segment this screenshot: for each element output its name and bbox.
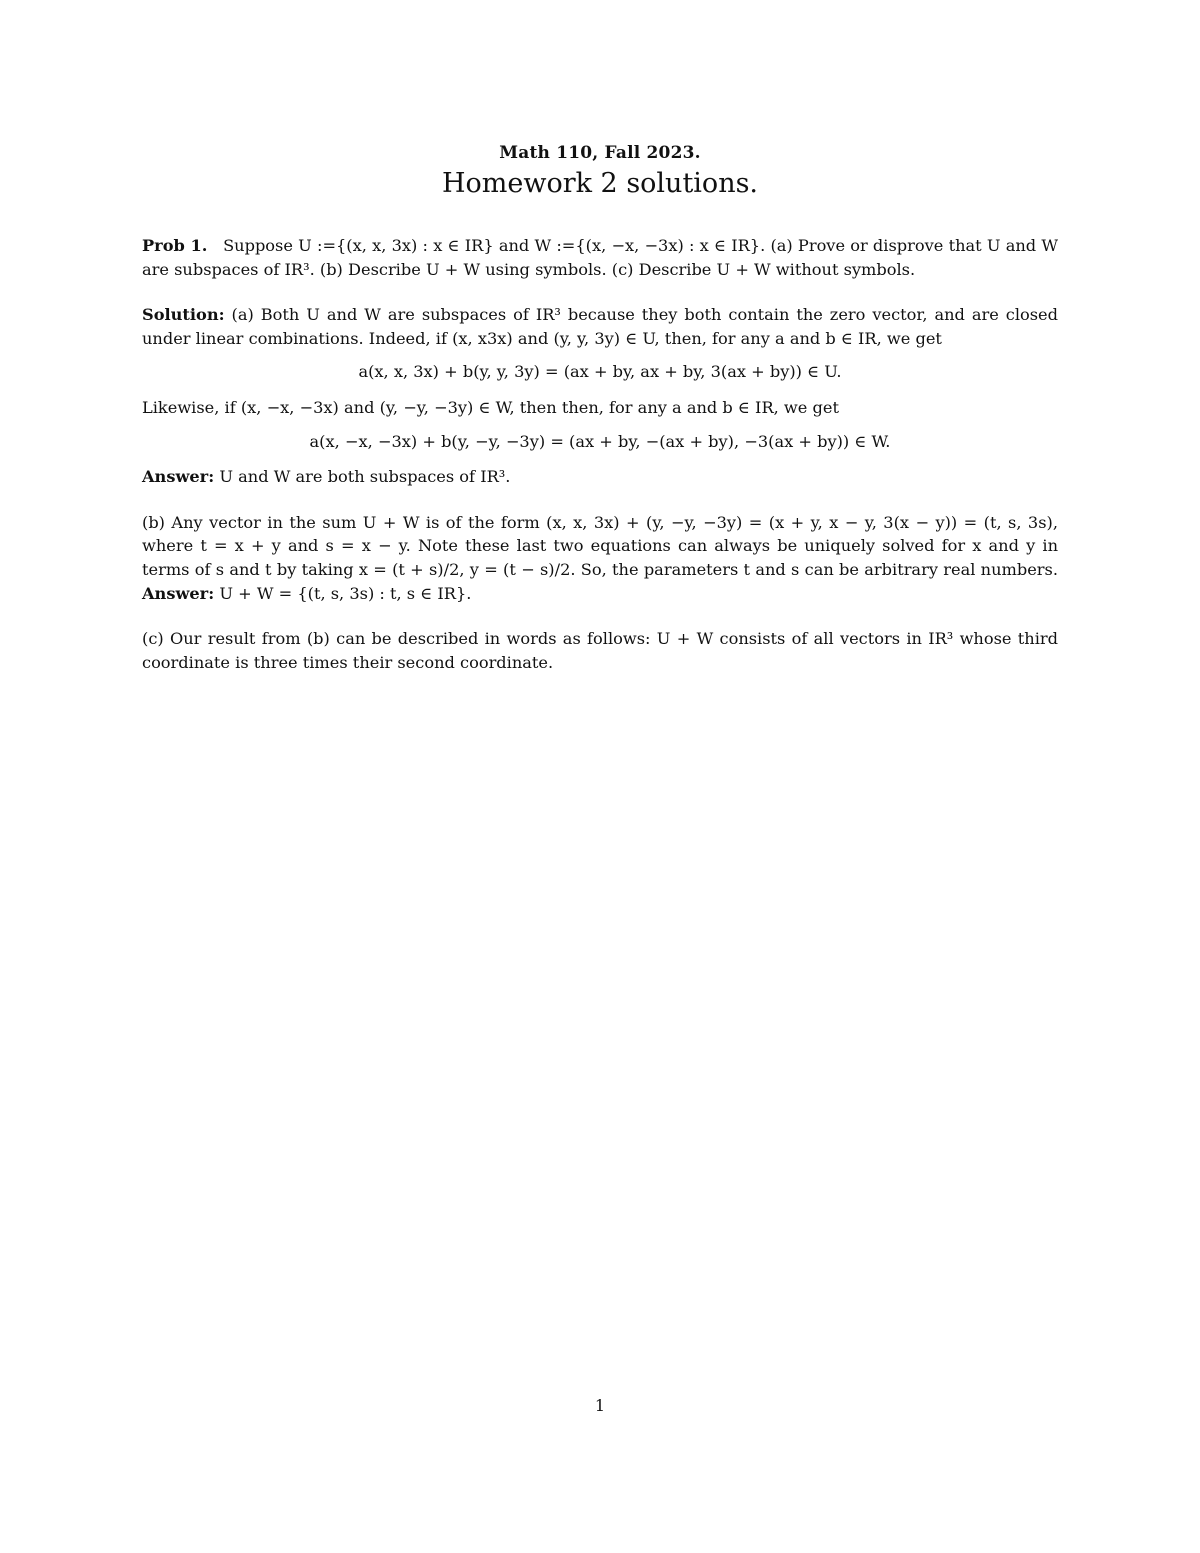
likewise-paragraph: Likewise, if (x, −x, −3x) and (y, −y, −3y) ∈ W, then then, for any a and b ∈ IR, we get bbox=[142, 397, 839, 417]
solution-part-a-text: (a) Both U and W are subspaces of IR³ because they both contain the zero vector, and are closed under linear combinations. Indeed, if (x, x3x) and (y, y, 3y) ∈ U, then, for any a and b ∈ IR, we get bbox=[142, 305, 1059, 348]
document-body bbox=[142, 234, 1058, 674]
equation-1: a(x, x, 3x) + b(y, y, 3y) = (ax + by, ax + by, 3(ax + by)) ∈ U. bbox=[358, 362, 842, 382]
answer-b-text: U + W = {(t, s, 3s) : t, s ∈ IR}. bbox=[219, 583, 472, 603]
document-title: Homework 2 solutions. bbox=[441, 168, 759, 199]
part-b-text: (b) Any vector in the sum U + W is of the form (x, x, 3x) + (y, −y, −3y) = (x + y, x − y, 3(x − y)) = (t, s, 3s), where t = x + y and s = x − y. Note these last two equations can always be uniquely solved for x and y in terms of s and t by taking x = (t + s)/2, y = (t − s)/2. So, the parameters t and s can be arbitrary real numbers. bbox=[142, 512, 1058, 579]
answer-a-text: U and W are both subspaces of IR³. bbox=[219, 467, 511, 487]
page-number: 1 bbox=[594, 1396, 606, 1415]
problem-label: Prob 1. bbox=[142, 236, 208, 255]
problem-statement bbox=[142, 234, 1058, 281]
solution-label: Solution: bbox=[142, 305, 225, 325]
answer-b-label: Answer: bbox=[142, 583, 215, 603]
problem-text: Suppose U :={(x, x, 3x) : x ∈ IR} and W :={(x, −x, −3x) : x ∈ IR}. (a) Prove or disprove that U and W are subspaces of IR³. (b) Describe U + W using symbols. (c) Describe U + W without symbols. bbox=[142, 236, 1058, 279]
solution-part-a bbox=[142, 303, 1058, 350]
solution-part-c: (c) Our result from (b) can be described in words as follows: U + W consists of all vectors in IR³ whose third coordinate is three times their second coordinate. bbox=[142, 629, 1058, 672]
solution-part-b bbox=[142, 511, 1058, 605]
answer-a-label: Answer: bbox=[142, 467, 215, 487]
equation-2: a(x, −x, −3x) + b(y, −y, −3y) = (ax + by, −(ax + by), −3(ax + by)) ∈ W. bbox=[309, 431, 891, 451]
course-heading: Math 110, Fall 2023. bbox=[499, 143, 701, 163]
answer-part-a bbox=[142, 465, 1058, 489]
